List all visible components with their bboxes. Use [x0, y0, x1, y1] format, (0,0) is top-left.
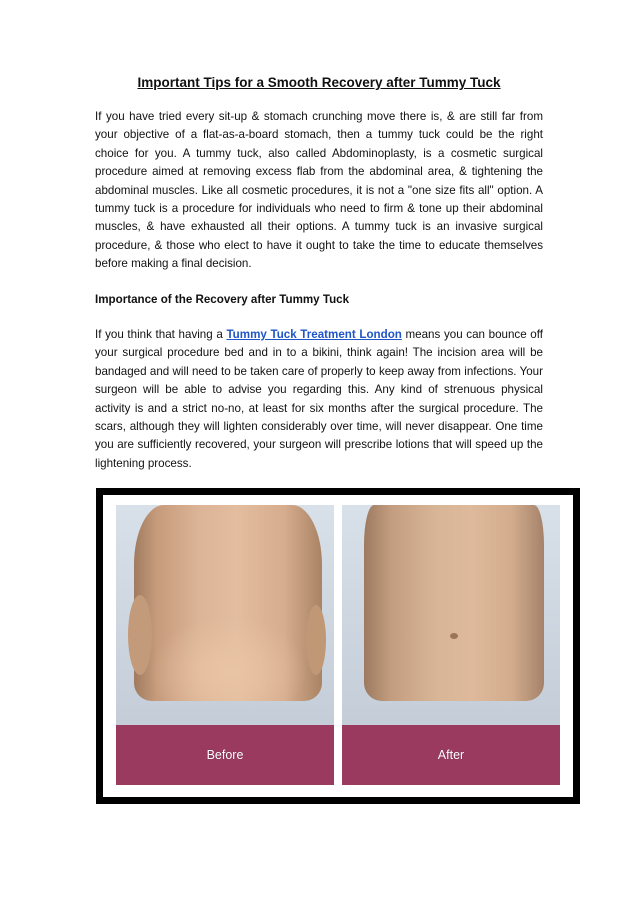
- after-photo: [342, 505, 560, 785]
- document-title: Important Tips for a Smooth Recovery after Tummy Tuck: [137, 75, 501, 90]
- before-label: Before: [206, 748, 244, 762]
- tummy-tuck-treatment-link[interactable]: Tummy Tuck Treatment London: [226, 328, 402, 341]
- before-after-image: [96, 488, 580, 804]
- paragraph-text-start: If you think that having a: [95, 328, 227, 341]
- after-label: After: [437, 748, 465, 762]
- before-photo: [116, 505, 334, 785]
- intro-paragraph: If you have tried every sit-up & stomach crunching move there is, & are still far from your objective of a flat-as-a-board stomach, then a tummy tuck could be the right choice for you. A tummy tuck, also called Abdominoplasty, is a cosmetic surgical procedure aimed at removing excess flab from the abdominal area, & tightening the abdominal muscles. Like all cosmetic procedures, it is not a "one size fits all" option. A tummy tuck is a procedure for individuals who need to firm & tone up their abdominal muscles, & have exhausted all their options. A tummy tuck is an invasive surgical procedure, & those who elect to have it ought to take the time to educate themselves before making a final decision.: [95, 110, 543, 271]
- before-label-bar: [116, 725, 334, 785]
- after-torso: [364, 505, 544, 701]
- paragraph-text-end: means you can bounce off your surgical procedure bed and in to a bikini, think again! The incision area will be bandaged and will need to be taken care of properly to keep away from infections. Your surgeon will be able to advise you regarding this. Any kind of strenuous physical activity is and a strict no-no, at least for six months after the surgical procedure. The scars, although they will lighten considerably over time, will never disappear. One time you are sufficiently recovered, your surgeon will prescribe lotions that will speed up the lightening process.: [95, 328, 543, 470]
- after-label-bar: [342, 725, 560, 785]
- image-inner: [103, 495, 573, 797]
- before-torso: [134, 505, 322, 701]
- recovery-paragraph: [95, 326, 543, 473]
- section-heading: Importance of the Recovery after Tummy Tuck: [95, 293, 350, 306]
